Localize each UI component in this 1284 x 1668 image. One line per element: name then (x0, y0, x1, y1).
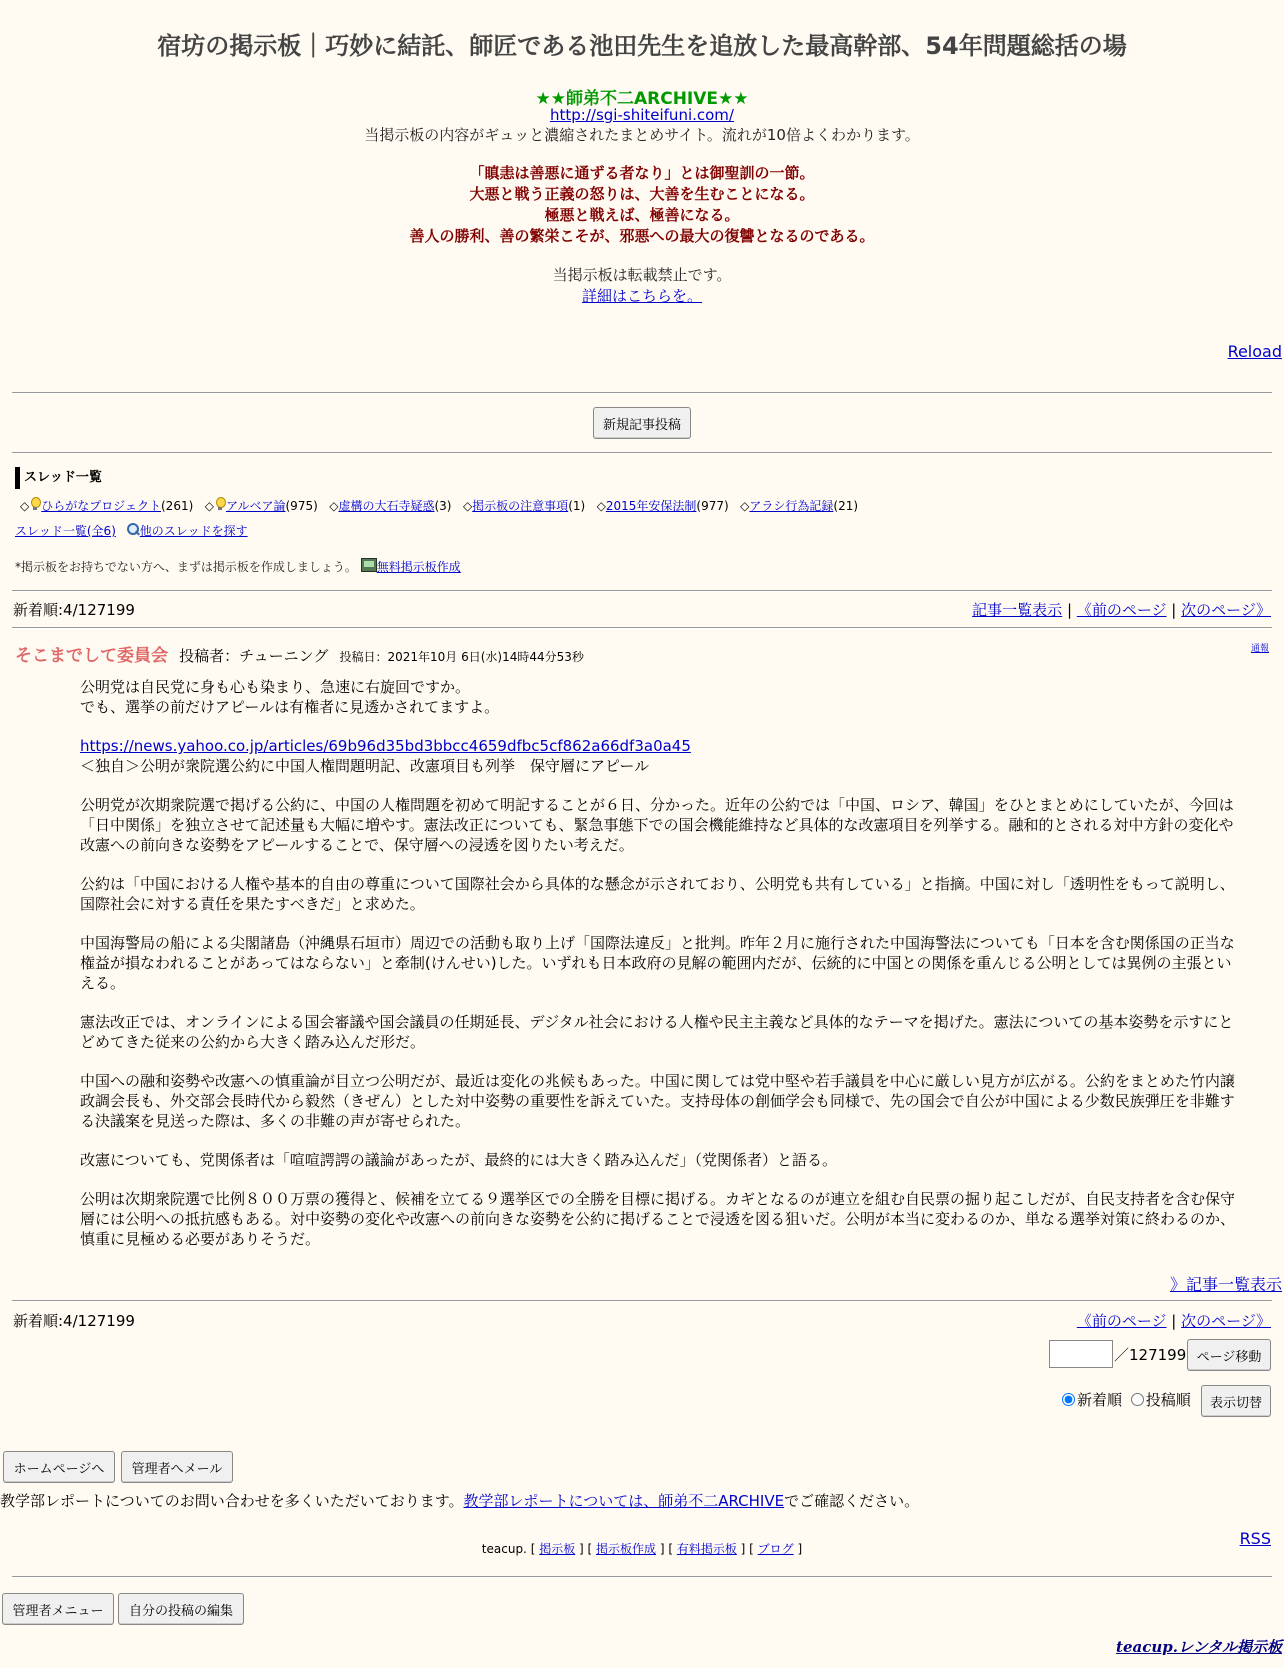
thread-item: ◇ アルベア論(975) (204, 499, 318, 513)
post-paragraph: 公明は次期衆院選で比例８００万票の獲得と、候補を立てる９選挙区での全勝を目標に掲げる。カギとなるのが連立を組む自民票の掘り起こしだが、自民支持者を含む保守層には公明への抵抗感もある。対中姿勢の変化や改憲への前向きな姿勢を公約に掲げることで浸透を図る狙いだ。公明が本当に変わるのか、単なる選挙対策に終わるのか、慎重に見極める必要がありそうだ。 (80, 1190, 1236, 1248)
post-line: でも、選挙の前だけアピールは有権者に見透かされてますよ。 (80, 698, 500, 716)
thread-item: ◇掲示板の注意事項(1) (462, 499, 586, 513)
archive-name: ★★師弟不二ARCHIVE★★ (535, 89, 749, 109)
quote-line: 善人の勝利、善の繁栄こそが、邪悪への最大の復讐となるのである。 (409, 227, 875, 245)
post-author: 投稿者：チューニング (179, 647, 329, 665)
lightbulb-icon (29, 497, 41, 511)
reload-link[interactable]: Reload (1227, 342, 1282, 361)
post-paragraph: 憲法改正では、オンラインによる国会審議や国会議員の任期延長、デジタル社会における人権や民主主義など具体的なテーマを掲げた。憲法についての基本姿勢を示すにとどめてきた従来の公約から大きく踏み込んだ形だ。 (80, 1013, 1234, 1051)
thread-link-2015[interactable]: 2015年安保法制 (605, 499, 697, 513)
order-counter: 新着順:4/127199 (13, 1312, 135, 1330)
article-list-link[interactable]: 記事一覧表示 (972, 601, 1063, 619)
edit-own-post-button[interactable]: 自分の投稿の編集 (118, 1593, 244, 1625)
divider (12, 392, 1272, 394)
thread-list-heading: スレッド一覧 (15, 467, 102, 489)
archive-url-row (0, 105, 1284, 126)
footer-link-paid[interactable]: 有料掲示板 (676, 1542, 737, 1556)
quote-line: 極悪と戦えば、極善になる。 (544, 206, 740, 224)
mail-admin-button[interactable]: 管理者へメール (121, 1451, 233, 1483)
archive-url-link[interactable]: http://sgi-shiteifuni.com/ (550, 106, 734, 124)
create-board-row (15, 558, 461, 576)
thread-link-hiragana[interactable]: ひらがなプロジェクト (41, 499, 161, 513)
footer-link-board[interactable]: 掲示板 (539, 1542, 576, 1556)
post-paragraph: 公明党が次期衆院選で掲げる公約に、中国の人権問題を初めて明記することが６日、分かった。近年の公約では「中国、ロシア、韓国」をひとまとめにしていたが、今回は「日中関係」を独立させて記述量も大幅に増やす。憲法改正についても、緊急事態下での国会機能維持など具体的な改憲項目を列挙する。融和的とされる対中方針の変化や改憲への前向きな姿勢をアピールすることで、保守層への浸透を図りたい考えだ。 (80, 796, 1234, 854)
thread-link-arashi[interactable]: アラシ行為記録 (749, 499, 834, 513)
sort-options (1062, 1390, 1191, 1410)
prev-page-link[interactable]: 《前のページ (1076, 601, 1167, 619)
footer-link-create[interactable]: 掲示板作成 (596, 1542, 657, 1556)
thread-item: ◇2015年安保法制(977) (596, 499, 729, 513)
rss-link[interactable]: RSS (1239, 1529, 1271, 1548)
teacup-brand-link[interactable]: teacup.レンタル掲示板 (1116, 1638, 1282, 1656)
details-row (0, 286, 1284, 307)
kyogakubu-notice: 教学部レポートについてのお問い合わせを多くいただいております。教学部レポートについては、師弟不二ARCHIVEでご確認ください。 (0, 1492, 920, 1510)
sort-post-label: 投稿順 (1145, 1391, 1191, 1409)
article-list-link-bottom[interactable]: 》記事一覧表示 (1169, 1275, 1282, 1294)
page-title: 宿坊の掲示板｜巧妙に結託、師匠である池田先生を追放した最高幹部、54年問題総括の場 (157, 32, 1127, 60)
page-nav: 《前のページ | 次のページ》 (1076, 1312, 1271, 1330)
post-paragraph: 中国海警局の船による尖閣諸島（沖縄県石垣市）周辺での活動も取り上げ「国際法違反」と批判。昨年２月に施行された中国海警法についても「日本を含む関係国の正当な権益が損なわれることがあってはならない」と牽制(けんせい)した。いずれも日本政府の見解の範囲内だが、伝統的に中国との関係を重んじる公明としては異例の主張といえる。 (80, 934, 1235, 992)
thread-link-taisekiji[interactable]: 虚構の大石寺疑惑 (338, 499, 435, 513)
post-date: 投稿日：2021年10月 6日(水)14時44分53秒 (339, 650, 584, 664)
lightbulb-icon (214, 497, 226, 511)
post-paragraph: 公約は「中国における人権や基本的自由の尊重について国際社会から具体的な懸念が示されており、公明党も共有している」と指摘。中国に対し「透明性をもって説明し、国際社会に対する責任を果たすべきだ」と求めた。 (80, 875, 1235, 913)
next-page-link[interactable]: 次のページ》 (1181, 601, 1271, 619)
archive-report-link[interactable]: 教学部レポートについては、師弟不二ARCHIVE (463, 1492, 785, 1510)
footer-link-blog[interactable]: ブログ (757, 1542, 794, 1556)
post-header (15, 641, 584, 666)
thread-link-notice[interactable]: 掲示板の注意事項 (472, 499, 569, 513)
post-paragraph: 中国への融和姿勢や改憲への慎重論が目立つ公明だが、最近は変化の兆候もあった。中国に関しては党中堅や若手議員を中心に厳しい見方が広がる。公約をまとめた竹内譲政調会長も、外交部会長時代から毅然（きぜん）とした対中姿勢の重要性を訴えていた。支持母体の創価学会も同様で、先の国会で自公が中国による少数民族弾圧を非難する決議案を見送った際は、多くの非難の声が寄せられた。 (80, 1072, 1235, 1130)
quote-line: 「瞋恚は善悪に通ずる者なり」とは御聖訓の一節。 (469, 164, 815, 182)
create-board-link[interactable]: 無料掲示板作成 (376, 560, 461, 574)
post-line: 公明党は自民党に身も心も染まり、急速に右旋回ですか。 (80, 678, 471, 696)
thread-link-albea[interactable]: アルベア論 (225, 499, 286, 513)
details-link[interactable]: 詳細はこちらを。 (581, 287, 702, 305)
display-switch-button[interactable]: 表示切替 (1201, 1385, 1271, 1417)
thread-item: ◇虚構の大石寺疑惑(3) (329, 499, 452, 513)
homepage-button[interactable]: ホームページへ (3, 1451, 115, 1483)
sort-new-label: 新着順 (1077, 1391, 1123, 1409)
search-threads-link[interactable]: 他のスレッドを探す (139, 524, 248, 538)
page-move-button[interactable]: ページ移動 (1187, 1339, 1271, 1371)
quote-line: 大悪と戦う正義の怒りは、大善を生むことになる。 (469, 185, 815, 203)
news-headline: ＜独自＞公明が衆院選公約に中国人権問題明記、改憲項目も列挙 保守層にアピール (80, 757, 650, 775)
quote-block (0, 163, 1284, 247)
thread-item: ◇アラシ行為記録(21) (740, 499, 859, 513)
board-icon (361, 558, 377, 572)
divider (12, 590, 1272, 592)
post-title: そこまでして委員会 (15, 646, 168, 666)
teacup-label: teacup. (481, 1542, 527, 1556)
report-link[interactable]: 通報 (1250, 644, 1269, 654)
news-article-link[interactable]: https://news.yahoo.co.jp/articles/69b96d35bd3bbcc4659dfbc5cf862a66df3a0a45 (80, 737, 691, 755)
thread-links-row (15, 522, 248, 540)
page-nav: 記事一覧表示 | 《前のページ | 次のページ》 (972, 601, 1271, 619)
post-body (80, 677, 1236, 1268)
order-counter: 新着順:4/127199 (13, 601, 135, 619)
sort-post-radio[interactable] (1131, 1393, 1144, 1406)
divider (12, 1300, 1272, 1302)
admin-menu-button[interactable]: 管理者メニュー (2, 1593, 114, 1625)
next-page-link[interactable]: 次のページ》 (1181, 1312, 1271, 1330)
page-total: ／127199 (1114, 1346, 1187, 1364)
new-post-button[interactable]: 新規記事投稿 (593, 407, 691, 439)
all-threads-link[interactable]: スレッド一覧(全6) (15, 524, 116, 538)
page-number-input[interactable] (1049, 1340, 1113, 1368)
create-board-note: *掲示板をお持ちでない方へ、まずは掲示板を作成しましょう。 (15, 560, 357, 574)
divider (12, 452, 1272, 454)
magnifier-icon (126, 523, 140, 537)
divider (12, 1576, 1272, 1578)
sort-new-radio[interactable] (1062, 1393, 1075, 1406)
post-paragraph: 改憲についても、党関係者は「喧喧諤諤の議論があったが、最終的には大きく踏み込んだ」（党関係者）と語る。 (80, 1151, 838, 1169)
teacup-links: teacup. [ 掲示板 ] [ 掲示板作成 ] [ 有料掲示板 ] [ ブログ ] (481, 1542, 803, 1556)
thread-item: ◇ ひらがなプロジェクト(261) (20, 499, 194, 513)
divider (12, 627, 1272, 629)
no-repost-notice: 当掲示板は転載禁止です。 (552, 266, 732, 284)
archive-description: 当掲示板の内容がギュッと濃縮されたまとめサイト。流れが10倍よくわかります。 (364, 126, 920, 144)
prev-page-link[interactable]: 《前のページ (1076, 1312, 1167, 1330)
thread-list (20, 497, 858, 515)
